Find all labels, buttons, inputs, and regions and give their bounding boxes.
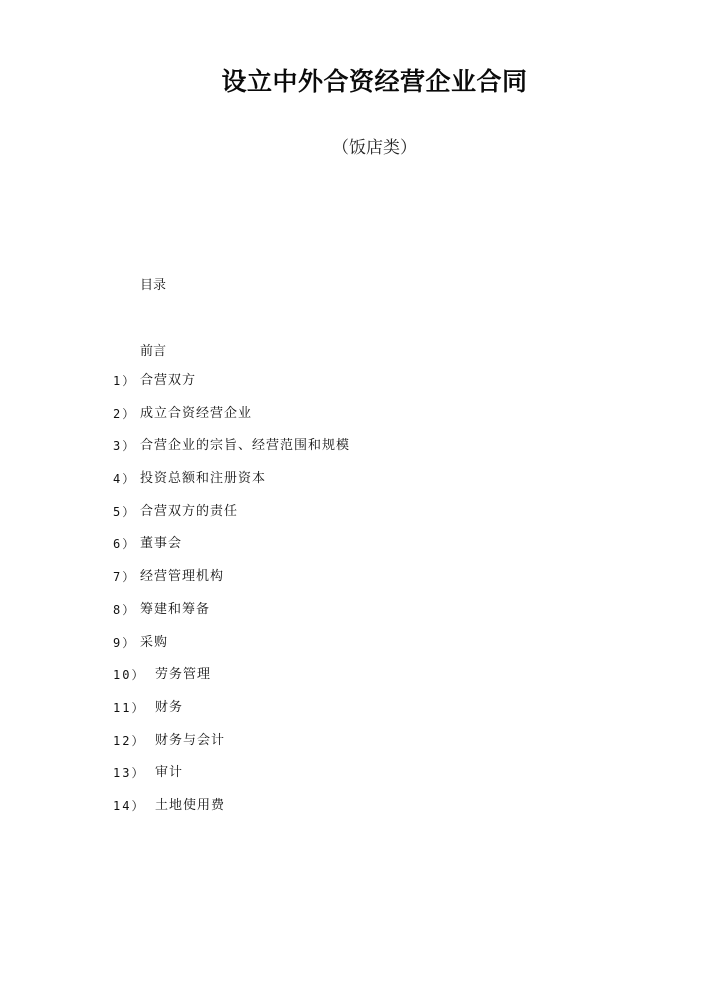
toc-item-number: 12） xyxy=(113,733,146,748)
toc-item-label: 投资总额和注册资本 xyxy=(140,471,267,487)
toc-item-number: 8） xyxy=(113,602,137,617)
toc-item-label: 审计 xyxy=(155,765,184,781)
toc-item-number: 6） xyxy=(113,537,137,552)
toc-item-number: 5） xyxy=(113,504,137,519)
toc-item-number: 13） xyxy=(113,766,146,781)
toc-item xyxy=(0,699,725,732)
toc-item-label: 合营双方的责任 xyxy=(140,503,239,519)
toc-item xyxy=(0,372,725,405)
toc-item xyxy=(0,797,725,830)
toc-item xyxy=(0,535,725,568)
toc-item-number: 14） xyxy=(113,798,146,813)
toc-item xyxy=(0,437,725,470)
toc-item-label: 财务 xyxy=(155,699,184,715)
toc-item-number: 10） xyxy=(113,668,146,683)
toc-item-label: 财务与会计 xyxy=(155,732,226,748)
toc-item-number: 7） xyxy=(113,570,137,585)
document-title: 设立中外合资经营企业合同 xyxy=(221,67,528,96)
toc-item xyxy=(0,470,725,503)
toc-item-label: 经营管理机构 xyxy=(140,569,225,585)
toc-item-number: 11） xyxy=(113,700,146,715)
toc-item-number: 4） xyxy=(113,472,137,487)
toc-item-label: 董事会 xyxy=(140,536,183,552)
toc-item xyxy=(0,503,725,536)
toc-item xyxy=(0,732,725,765)
toc-item-label: 合营双方 xyxy=(140,373,197,388)
toc-heading: 目录 xyxy=(140,278,167,293)
toc-item-label: 土地使用费 xyxy=(155,797,226,813)
toc-item-number: 1） xyxy=(113,374,137,388)
toc-item-label: 采购 xyxy=(140,634,169,650)
toc-item-number: 9） xyxy=(113,635,137,650)
toc-item-label: 劳务管理 xyxy=(155,667,212,683)
toc-item xyxy=(0,764,725,797)
toc-item-label: 成立合资经营企业 xyxy=(140,405,253,421)
toc-list xyxy=(0,372,725,830)
toc-item xyxy=(0,601,725,634)
toc-item xyxy=(0,666,725,699)
toc-item-label: 合营企业的宗旨、经营范围和规模 xyxy=(140,438,351,454)
toc-item-number: 2） xyxy=(113,406,137,421)
toc-item xyxy=(0,634,725,667)
toc-item-label: 筹建和筹备 xyxy=(140,601,211,617)
toc-preface: 前言 xyxy=(140,344,167,359)
document-subtitle: （饭店类） xyxy=(332,138,417,158)
toc-item xyxy=(0,568,725,601)
toc-item xyxy=(0,405,725,438)
toc-item-number: 3） xyxy=(113,439,137,454)
